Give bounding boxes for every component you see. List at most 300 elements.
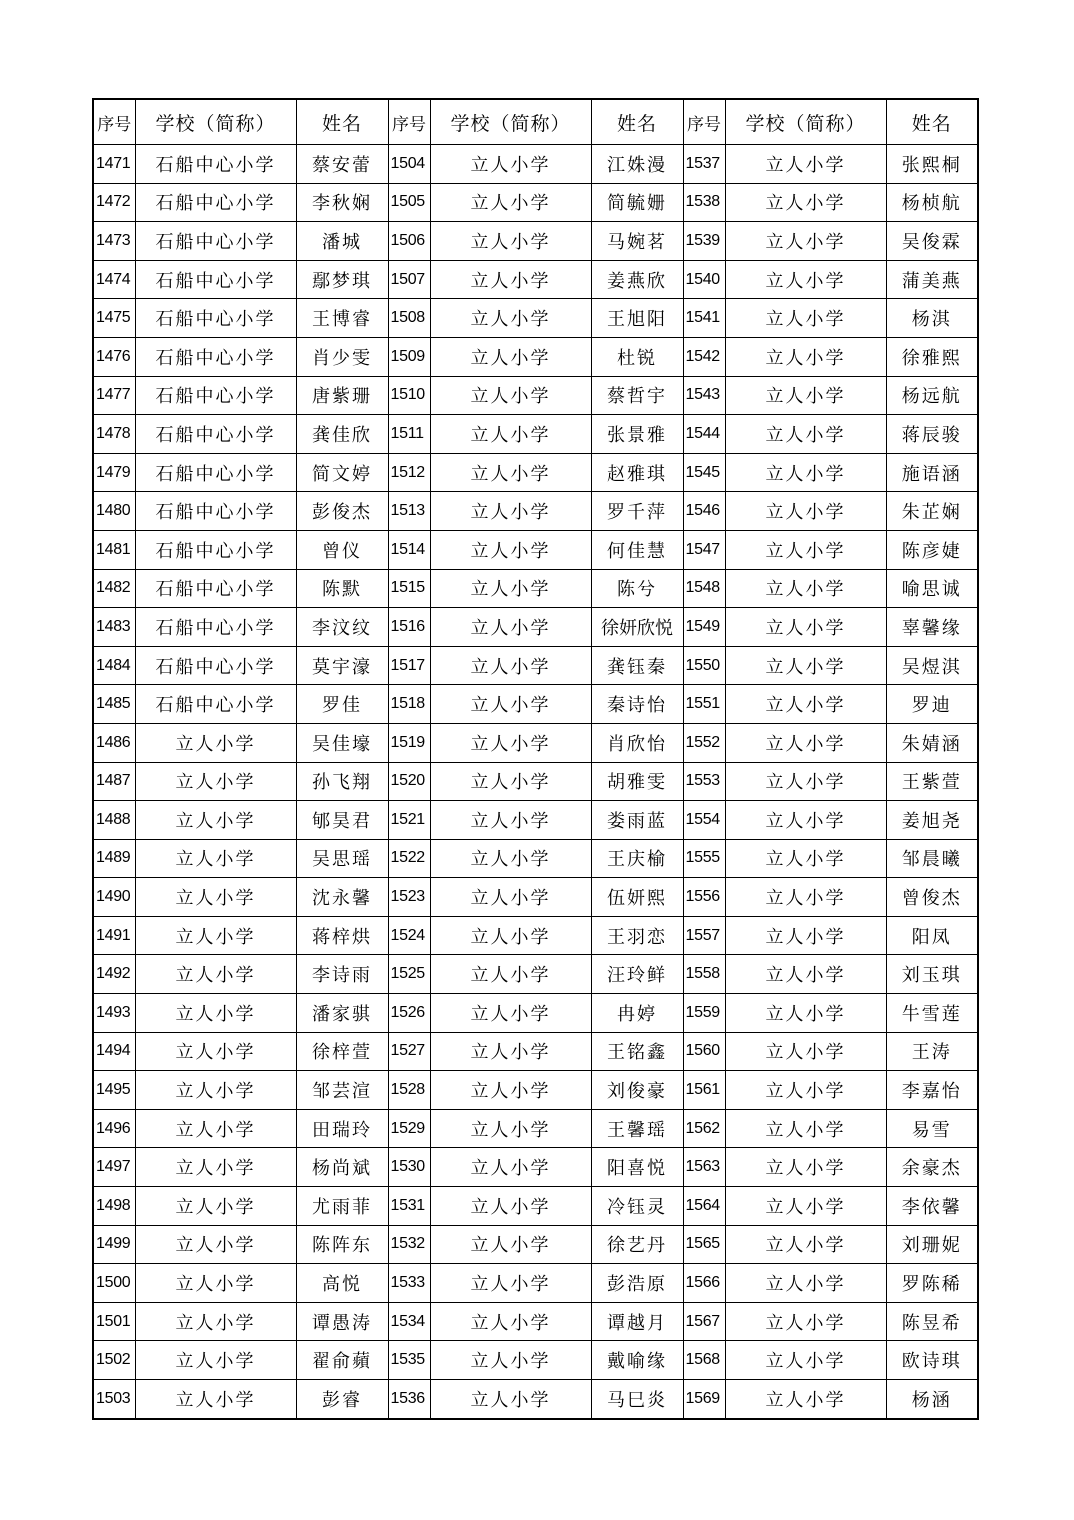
school-cell: 立人小学 bbox=[725, 646, 886, 685]
seq-cell: 1516 bbox=[388, 608, 430, 647]
seq-cell: 1548 bbox=[683, 569, 725, 608]
seq-cell: 1523 bbox=[388, 878, 430, 917]
school-cell: 立人小学 bbox=[430, 1225, 591, 1264]
school-cell: 立人小学 bbox=[725, 222, 886, 261]
school-cell: 立人小学 bbox=[725, 1302, 886, 1341]
seq-cell: 1533 bbox=[388, 1264, 430, 1303]
table-row bbox=[93, 1109, 978, 1148]
school-cell: 立人小学 bbox=[430, 994, 591, 1033]
seq-cell: 1474 bbox=[93, 260, 135, 299]
table-row bbox=[93, 1302, 978, 1341]
name-cell: 翟俞蘋 bbox=[296, 1341, 388, 1380]
school-cell: 立人小学 bbox=[430, 1109, 591, 1148]
school-cell: 立人小学 bbox=[430, 608, 591, 647]
seq-cell: 1558 bbox=[683, 955, 725, 994]
table-row bbox=[93, 916, 978, 955]
seq-cell: 1512 bbox=[388, 453, 430, 492]
seq-cell: 1551 bbox=[683, 685, 725, 724]
school-cell: 立人小学 bbox=[135, 1032, 296, 1071]
name-cell: 徐雅熙 bbox=[886, 337, 978, 376]
seq-cell: 1513 bbox=[388, 492, 430, 531]
name-cell: 蒲美燕 bbox=[886, 260, 978, 299]
name-cell: 蒋辰骏 bbox=[886, 415, 978, 454]
name-cell: 尤雨菲 bbox=[296, 1187, 388, 1226]
name-cell: 陈阵东 bbox=[296, 1225, 388, 1264]
seq-cell: 1544 bbox=[683, 415, 725, 454]
seq-cell: 1478 bbox=[93, 415, 135, 454]
seq-cell: 1511 bbox=[388, 415, 430, 454]
school-cell: 立人小学 bbox=[725, 801, 886, 840]
name-cell: 余豪杰 bbox=[886, 1148, 978, 1187]
seq-cell: 1543 bbox=[683, 376, 725, 415]
seq-cell: 1537 bbox=[683, 145, 725, 184]
table-row bbox=[93, 608, 978, 647]
seq-cell: 1517 bbox=[388, 646, 430, 685]
seq-cell: 1514 bbox=[388, 530, 430, 569]
school-cell: 立人小学 bbox=[430, 1341, 591, 1380]
name-cell: 徐妍欣悦 bbox=[591, 608, 683, 647]
school-cell: 立人小学 bbox=[725, 916, 886, 955]
school-cell: 立人小学 bbox=[135, 1264, 296, 1303]
school-cell: 石船中心小学 bbox=[135, 183, 296, 222]
seq-cell: 1567 bbox=[683, 1302, 725, 1341]
school-cell: 立人小学 bbox=[725, 723, 886, 762]
seq-cell: 1541 bbox=[683, 299, 725, 338]
seq-cell: 1481 bbox=[93, 530, 135, 569]
name-cell: 王羽恋 bbox=[591, 916, 683, 955]
school-cell: 立人小学 bbox=[135, 1302, 296, 1341]
seq-cell: 1491 bbox=[93, 916, 135, 955]
school-cell: 石船中心小学 bbox=[135, 608, 296, 647]
school-cell: 立人小学 bbox=[725, 1380, 886, 1419]
seq-cell: 1509 bbox=[388, 337, 430, 376]
table-row bbox=[93, 994, 978, 1033]
name-cell: 王紫萱 bbox=[886, 762, 978, 801]
header-seq: 序号 bbox=[93, 99, 135, 145]
seq-cell: 1568 bbox=[683, 1341, 725, 1380]
school-cell: 立人小学 bbox=[430, 1380, 591, 1419]
name-cell: 冷钰灵 bbox=[591, 1187, 683, 1226]
name-cell: 牛雪莲 bbox=[886, 994, 978, 1033]
name-cell: 彭睿 bbox=[296, 1380, 388, 1419]
seq-cell: 1557 bbox=[683, 916, 725, 955]
school-cell: 立人小学 bbox=[135, 994, 296, 1033]
name-cell: 肖少雯 bbox=[296, 337, 388, 376]
table-row bbox=[93, 839, 978, 878]
school-cell: 立人小学 bbox=[430, 646, 591, 685]
name-cell: 高悦 bbox=[296, 1264, 388, 1303]
school-cell: 立人小学 bbox=[430, 955, 591, 994]
name-cell: 王博睿 bbox=[296, 299, 388, 338]
name-cell: 彭浩原 bbox=[591, 1264, 683, 1303]
school-cell: 立人小学 bbox=[135, 839, 296, 878]
seq-cell: 1473 bbox=[93, 222, 135, 261]
name-cell: 阳喜悦 bbox=[591, 1148, 683, 1187]
name-cell: 施语涵 bbox=[886, 453, 978, 492]
school-cell: 立人小学 bbox=[430, 569, 591, 608]
name-cell: 潘家骐 bbox=[296, 994, 388, 1033]
seq-cell: 1503 bbox=[93, 1380, 135, 1419]
name-cell: 罗千萍 bbox=[591, 492, 683, 531]
school-cell: 立人小学 bbox=[725, 299, 886, 338]
table-row bbox=[93, 415, 978, 454]
school-cell: 立人小学 bbox=[725, 492, 886, 531]
name-cell: 龚佳欣 bbox=[296, 415, 388, 454]
table-row bbox=[93, 1380, 978, 1419]
name-cell: 简文婷 bbox=[296, 453, 388, 492]
name-cell: 冉婷 bbox=[591, 994, 683, 1033]
name-cell: 刘俊豪 bbox=[591, 1071, 683, 1110]
header-name: 姓名 bbox=[886, 99, 978, 145]
school-cell: 石船中心小学 bbox=[135, 492, 296, 531]
school-cell: 石船中心小学 bbox=[135, 685, 296, 724]
header-school: 学校（简称） bbox=[725, 99, 886, 145]
header-seq: 序号 bbox=[388, 99, 430, 145]
table-body bbox=[93, 145, 978, 1419]
school-cell: 立人小学 bbox=[725, 1187, 886, 1226]
school-cell: 立人小学 bbox=[430, 723, 591, 762]
seq-cell: 1546 bbox=[683, 492, 725, 531]
school-cell: 立人小学 bbox=[725, 183, 886, 222]
name-cell: 陈默 bbox=[296, 569, 388, 608]
school-cell: 石船中心小学 bbox=[135, 453, 296, 492]
school-cell: 立人小学 bbox=[135, 1341, 296, 1380]
name-cell: 田瑞玲 bbox=[296, 1109, 388, 1148]
table-row bbox=[93, 222, 978, 261]
name-cell: 李嘉怡 bbox=[886, 1071, 978, 1110]
table-row bbox=[93, 878, 978, 917]
seq-cell: 1502 bbox=[93, 1341, 135, 1380]
seq-cell: 1547 bbox=[683, 530, 725, 569]
table-row bbox=[93, 1264, 978, 1303]
name-cell: 戴喻缘 bbox=[591, 1341, 683, 1380]
school-cell: 石船中心小学 bbox=[135, 646, 296, 685]
school-cell: 立人小学 bbox=[430, 1302, 591, 1341]
school-cell: 立人小学 bbox=[725, 569, 886, 608]
name-cell: 谭愚涛 bbox=[296, 1302, 388, 1341]
school-cell: 立人小学 bbox=[430, 222, 591, 261]
school-cell: 立人小学 bbox=[725, 337, 886, 376]
name-cell: 张熙桐 bbox=[886, 145, 978, 184]
header-school: 学校（简称） bbox=[430, 99, 591, 145]
seq-cell: 1552 bbox=[683, 723, 725, 762]
seq-cell: 1499 bbox=[93, 1225, 135, 1264]
seq-cell: 1564 bbox=[683, 1187, 725, 1226]
name-cell: 谭越月 bbox=[591, 1302, 683, 1341]
school-cell: 立人小学 bbox=[135, 762, 296, 801]
seq-cell: 1490 bbox=[93, 878, 135, 917]
seq-cell: 1542 bbox=[683, 337, 725, 376]
name-cell: 吴俊霖 bbox=[886, 222, 978, 261]
table-row bbox=[93, 762, 978, 801]
seq-cell: 1480 bbox=[93, 492, 135, 531]
header-row bbox=[93, 99, 978, 145]
seq-cell: 1536 bbox=[388, 1380, 430, 1419]
seq-cell: 1555 bbox=[683, 839, 725, 878]
name-cell: 彭俊杰 bbox=[296, 492, 388, 531]
seq-cell: 1549 bbox=[683, 608, 725, 647]
name-cell: 朱婧涵 bbox=[886, 723, 978, 762]
seq-cell: 1526 bbox=[388, 994, 430, 1033]
school-cell: 立人小学 bbox=[430, 1264, 591, 1303]
school-cell: 立人小学 bbox=[430, 145, 591, 184]
seq-cell: 1471 bbox=[93, 145, 135, 184]
seq-cell: 1477 bbox=[93, 376, 135, 415]
seq-cell: 1535 bbox=[388, 1341, 430, 1380]
school-cell: 立人小学 bbox=[135, 955, 296, 994]
school-cell: 立人小学 bbox=[725, 1071, 886, 1110]
header-name: 姓名 bbox=[296, 99, 388, 145]
name-cell: 邹芸渲 bbox=[296, 1071, 388, 1110]
seq-cell: 1545 bbox=[683, 453, 725, 492]
name-cell: 肖欣怡 bbox=[591, 723, 683, 762]
seq-cell: 1559 bbox=[683, 994, 725, 1033]
name-cell: 徐艺丹 bbox=[591, 1225, 683, 1264]
school-cell: 立人小学 bbox=[430, 492, 591, 531]
school-cell: 立人小学 bbox=[725, 878, 886, 917]
school-cell: 立人小学 bbox=[135, 723, 296, 762]
school-cell: 立人小学 bbox=[135, 1225, 296, 1264]
table-header bbox=[93, 99, 978, 145]
school-cell: 立人小学 bbox=[430, 762, 591, 801]
name-cell: 汪玲鲜 bbox=[591, 955, 683, 994]
seq-cell: 1501 bbox=[93, 1302, 135, 1341]
table-row bbox=[93, 1148, 978, 1187]
name-cell: 潘城 bbox=[296, 222, 388, 261]
name-cell: 伍妍熙 bbox=[591, 878, 683, 917]
table-row bbox=[93, 530, 978, 569]
school-cell: 石船中心小学 bbox=[135, 376, 296, 415]
name-cell: 李汶纹 bbox=[296, 608, 388, 647]
school-cell: 石船中心小学 bbox=[135, 415, 296, 454]
name-cell: 欧诗琪 bbox=[886, 1341, 978, 1380]
school-cell: 立人小学 bbox=[430, 530, 591, 569]
seq-cell: 1472 bbox=[93, 183, 135, 222]
school-cell: 立人小学 bbox=[725, 762, 886, 801]
table-row bbox=[93, 1071, 978, 1110]
seq-cell: 1506 bbox=[388, 222, 430, 261]
seq-cell: 1505 bbox=[388, 183, 430, 222]
school-cell: 立人小学 bbox=[725, 1109, 886, 1148]
seq-cell: 1566 bbox=[683, 1264, 725, 1303]
school-cell: 立人小学 bbox=[725, 994, 886, 1033]
seq-cell: 1485 bbox=[93, 685, 135, 724]
name-cell: 王庆榆 bbox=[591, 839, 683, 878]
table-row bbox=[93, 1032, 978, 1071]
seq-cell: 1524 bbox=[388, 916, 430, 955]
table-row bbox=[93, 685, 978, 724]
school-cell: 立人小学 bbox=[430, 183, 591, 222]
school-cell: 立人小学 bbox=[430, 1187, 591, 1226]
table-row bbox=[93, 955, 978, 994]
name-cell: 李秋娴 bbox=[296, 183, 388, 222]
header-school: 学校（简称） bbox=[135, 99, 296, 145]
name-cell: 朱芷娴 bbox=[886, 492, 978, 531]
name-cell: 邹晨曦 bbox=[886, 839, 978, 878]
name-cell: 陈昱希 bbox=[886, 1302, 978, 1341]
name-cell: 杨尚斌 bbox=[296, 1148, 388, 1187]
school-cell: 立人小学 bbox=[430, 878, 591, 917]
table-row bbox=[93, 801, 978, 840]
school-cell: 立人小学 bbox=[430, 260, 591, 299]
name-cell: 刘玉琪 bbox=[886, 955, 978, 994]
school-cell: 立人小学 bbox=[430, 415, 591, 454]
seq-cell: 1563 bbox=[683, 1148, 725, 1187]
school-cell: 立人小学 bbox=[430, 1148, 591, 1187]
name-cell: 刘珊妮 bbox=[886, 1225, 978, 1264]
school-cell: 石船中心小学 bbox=[135, 569, 296, 608]
school-cell: 立人小学 bbox=[430, 839, 591, 878]
name-cell: 蔡哲宇 bbox=[591, 376, 683, 415]
name-cell: 简毓姗 bbox=[591, 183, 683, 222]
name-cell: 杨桢航 bbox=[886, 183, 978, 222]
name-cell: 易雪 bbox=[886, 1109, 978, 1148]
seq-cell: 1518 bbox=[388, 685, 430, 724]
school-cell: 立人小学 bbox=[725, 1264, 886, 1303]
school-cell: 立人小学 bbox=[725, 415, 886, 454]
name-cell: 蒋梓烘 bbox=[296, 916, 388, 955]
seq-cell: 1553 bbox=[683, 762, 725, 801]
seq-cell: 1488 bbox=[93, 801, 135, 840]
school-cell: 立人小学 bbox=[725, 376, 886, 415]
header-name: 姓名 bbox=[591, 99, 683, 145]
school-cell: 立人小学 bbox=[430, 337, 591, 376]
seq-cell: 1492 bbox=[93, 955, 135, 994]
name-cell: 赵雅琪 bbox=[591, 453, 683, 492]
table-row bbox=[93, 260, 978, 299]
name-cell: 辜馨缘 bbox=[886, 608, 978, 647]
seq-cell: 1482 bbox=[93, 569, 135, 608]
name-cell: 王铭鑫 bbox=[591, 1032, 683, 1071]
name-cell: 唐紫珊 bbox=[296, 376, 388, 415]
seq-cell: 1489 bbox=[93, 839, 135, 878]
name-cell: 鄢梦琪 bbox=[296, 260, 388, 299]
seq-cell: 1486 bbox=[93, 723, 135, 762]
school-cell: 立人小学 bbox=[135, 1109, 296, 1148]
table-row bbox=[93, 376, 978, 415]
school-cell: 立人小学 bbox=[725, 608, 886, 647]
table-row bbox=[93, 299, 978, 338]
school-cell: 立人小学 bbox=[430, 299, 591, 338]
name-cell: 孙飞翔 bbox=[296, 762, 388, 801]
school-cell: 石船中心小学 bbox=[135, 145, 296, 184]
school-cell: 石船中心小学 bbox=[135, 260, 296, 299]
name-cell: 曾俊杰 bbox=[886, 878, 978, 917]
school-cell: 立人小学 bbox=[430, 1032, 591, 1071]
table-row bbox=[93, 723, 978, 762]
seq-cell: 1538 bbox=[683, 183, 725, 222]
seq-cell: 1493 bbox=[93, 994, 135, 1033]
name-cell: 娄雨蓝 bbox=[591, 801, 683, 840]
name-cell: 罗迪 bbox=[886, 685, 978, 724]
name-cell: 莫宇濠 bbox=[296, 646, 388, 685]
table-row bbox=[93, 145, 978, 184]
school-cell: 立人小学 bbox=[725, 453, 886, 492]
name-cell: 王涛 bbox=[886, 1032, 978, 1071]
name-cell: 陈兮 bbox=[591, 569, 683, 608]
school-cell: 立人小学 bbox=[430, 801, 591, 840]
school-cell: 立人小学 bbox=[725, 1225, 886, 1264]
seq-cell: 1550 bbox=[683, 646, 725, 685]
name-cell: 马婉茗 bbox=[591, 222, 683, 261]
table-row bbox=[93, 1225, 978, 1264]
school-cell: 立人小学 bbox=[725, 839, 886, 878]
school-cell: 立人小学 bbox=[430, 1071, 591, 1110]
name-cell: 郇昊君 bbox=[296, 801, 388, 840]
seq-cell: 1530 bbox=[388, 1148, 430, 1187]
seq-cell: 1494 bbox=[93, 1032, 135, 1071]
table-row bbox=[93, 569, 978, 608]
seq-cell: 1554 bbox=[683, 801, 725, 840]
seq-cell: 1487 bbox=[93, 762, 135, 801]
name-cell: 马巳炎 bbox=[591, 1380, 683, 1419]
name-cell: 喻思诚 bbox=[886, 569, 978, 608]
name-cell: 胡雅雯 bbox=[591, 762, 683, 801]
name-cell: 徐梓萱 bbox=[296, 1032, 388, 1071]
school-cell: 立人小学 bbox=[725, 1341, 886, 1380]
seq-cell: 1476 bbox=[93, 337, 135, 376]
name-cell: 罗陈稀 bbox=[886, 1264, 978, 1303]
header-seq: 序号 bbox=[683, 99, 725, 145]
school-cell: 立人小学 bbox=[135, 801, 296, 840]
seq-cell: 1483 bbox=[93, 608, 135, 647]
table-row bbox=[93, 1187, 978, 1226]
seq-cell: 1540 bbox=[683, 260, 725, 299]
seq-cell: 1562 bbox=[683, 1109, 725, 1148]
seq-cell: 1539 bbox=[683, 222, 725, 261]
roster-table bbox=[92, 98, 979, 1420]
table-row bbox=[93, 492, 978, 531]
school-cell: 立人小学 bbox=[725, 1148, 886, 1187]
school-cell: 立人小学 bbox=[135, 1148, 296, 1187]
name-cell: 王馨瑶 bbox=[591, 1109, 683, 1148]
seq-cell: 1496 bbox=[93, 1109, 135, 1148]
name-cell: 吴煜淇 bbox=[886, 646, 978, 685]
name-cell: 王旭阳 bbox=[591, 299, 683, 338]
school-cell: 立人小学 bbox=[135, 1380, 296, 1419]
seq-cell: 1497 bbox=[93, 1148, 135, 1187]
school-cell: 立人小学 bbox=[725, 1032, 886, 1071]
name-cell: 姜燕欣 bbox=[591, 260, 683, 299]
seq-cell: 1532 bbox=[388, 1225, 430, 1264]
seq-cell: 1561 bbox=[683, 1071, 725, 1110]
name-cell: 杨远航 bbox=[886, 376, 978, 415]
school-cell: 石船中心小学 bbox=[135, 299, 296, 338]
name-cell: 阳凤 bbox=[886, 916, 978, 955]
school-cell: 立人小学 bbox=[725, 955, 886, 994]
seq-cell: 1495 bbox=[93, 1071, 135, 1110]
name-cell: 曾仪 bbox=[296, 530, 388, 569]
seq-cell: 1560 bbox=[683, 1032, 725, 1071]
name-cell: 姜旭尧 bbox=[886, 801, 978, 840]
seq-cell: 1500 bbox=[93, 1264, 135, 1303]
table-row bbox=[93, 646, 978, 685]
seq-cell: 1507 bbox=[388, 260, 430, 299]
seq-cell: 1484 bbox=[93, 646, 135, 685]
seq-cell: 1522 bbox=[388, 839, 430, 878]
seq-cell: 1508 bbox=[388, 299, 430, 338]
name-cell: 秦诗怡 bbox=[591, 685, 683, 724]
name-cell: 罗佳 bbox=[296, 685, 388, 724]
table-row bbox=[93, 453, 978, 492]
seq-cell: 1525 bbox=[388, 955, 430, 994]
school-cell: 立人小学 bbox=[135, 1187, 296, 1226]
name-cell: 蔡安蕾 bbox=[296, 145, 388, 184]
school-cell: 立人小学 bbox=[430, 916, 591, 955]
name-cell: 张景雅 bbox=[591, 415, 683, 454]
school-cell: 石船中心小学 bbox=[135, 222, 296, 261]
school-cell: 立人小学 bbox=[430, 376, 591, 415]
